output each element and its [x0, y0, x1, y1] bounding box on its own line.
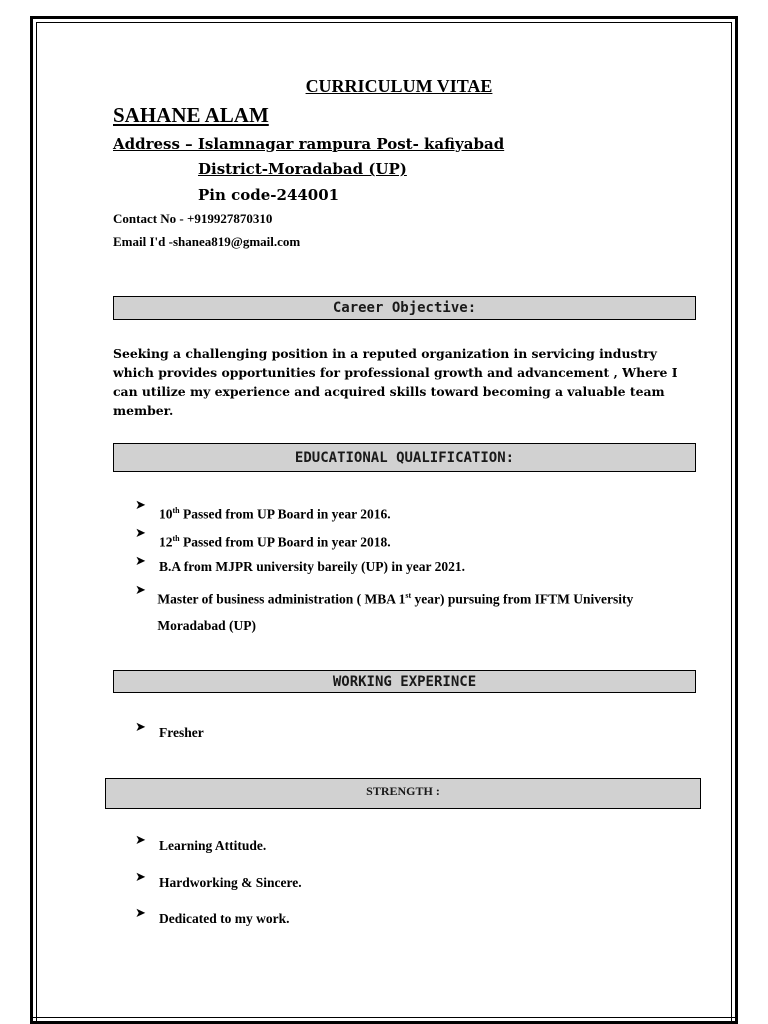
arrowhead-bullet-icon: ➤	[135, 833, 146, 848]
strength-item-text: Learning Attitude.	[159, 838, 267, 853]
candidate-name: SAHANE ALAM	[113, 103, 269, 127]
document-title: CURRICULUM VITAE	[305, 76, 493, 96]
arrowhead-bullet-icon: ➤	[135, 583, 146, 598]
education-heading: EDUCATIONAL QUALIFICATION:	[113, 443, 696, 472]
arrowhead-bullet-icon: ➤	[135, 526, 146, 541]
arrowhead-bullet-icon: ➤	[135, 554, 146, 569]
education-item-text: 10th Passed from UP Board in year 2016.	[159, 506, 391, 522]
education-item	[135, 554, 465, 580]
arrowhead-bullet-icon: ➤	[135, 906, 146, 921]
address-line-2	[113, 160, 407, 178]
working-experience-heading: WORKING EXPERINCE	[113, 670, 696, 693]
education-item-text: B.A from MJPR university bareily (UP) in year 2021.	[159, 559, 465, 574]
career-objective-text: Seeking a challenging position in a reputed organization in servicing industry which provides opportunities for professional growth and advancement , Where I can utilize my experience and acquired skills toward becoming a valuable team member.	[113, 346, 678, 418]
education-item	[135, 583, 695, 639]
strength-item	[135, 906, 289, 932]
address-indent	[113, 160, 198, 178]
page-border-bottom	[30, 1017, 738, 1024]
email-address: Email I'd -shanea819@gmail.com	[113, 234, 301, 249]
education-item	[135, 526, 391, 556]
education-item-text: Master of business administration ( MBA 1st year) pursuing from IFTM University Moradabad (UP)	[157, 591, 634, 633]
address-line-1: Address – Islamnagar rampura Post- kafiyabad	[113, 135, 505, 153]
address-pincode: Pin code-244001	[198, 186, 340, 204]
strength-item	[135, 870, 302, 896]
arrowhead-bullet-icon: ➤	[135, 720, 146, 735]
strength-item-text: Hardworking & Sincere.	[159, 875, 302, 890]
experience-item	[135, 720, 204, 746]
strength-item	[135, 833, 266, 859]
strength-item-text: Dedicated to my work.	[159, 911, 290, 926]
education-item	[135, 498, 391, 528]
career-objective-heading: Career Objective:	[113, 296, 696, 320]
contact-number: Contact No - +919927870310	[113, 211, 273, 226]
strength-heading: STRENGTH :	[105, 778, 701, 809]
arrowhead-bullet-icon: ➤	[135, 498, 146, 513]
arrowhead-bullet-icon: ➤	[135, 870, 146, 885]
experience-item-text: Fresher	[159, 725, 204, 740]
address-district: District-Moradabad (UP)	[198, 160, 407, 178]
education-item-text: 12th Passed from UP Board in year 2018.	[159, 534, 391, 550]
